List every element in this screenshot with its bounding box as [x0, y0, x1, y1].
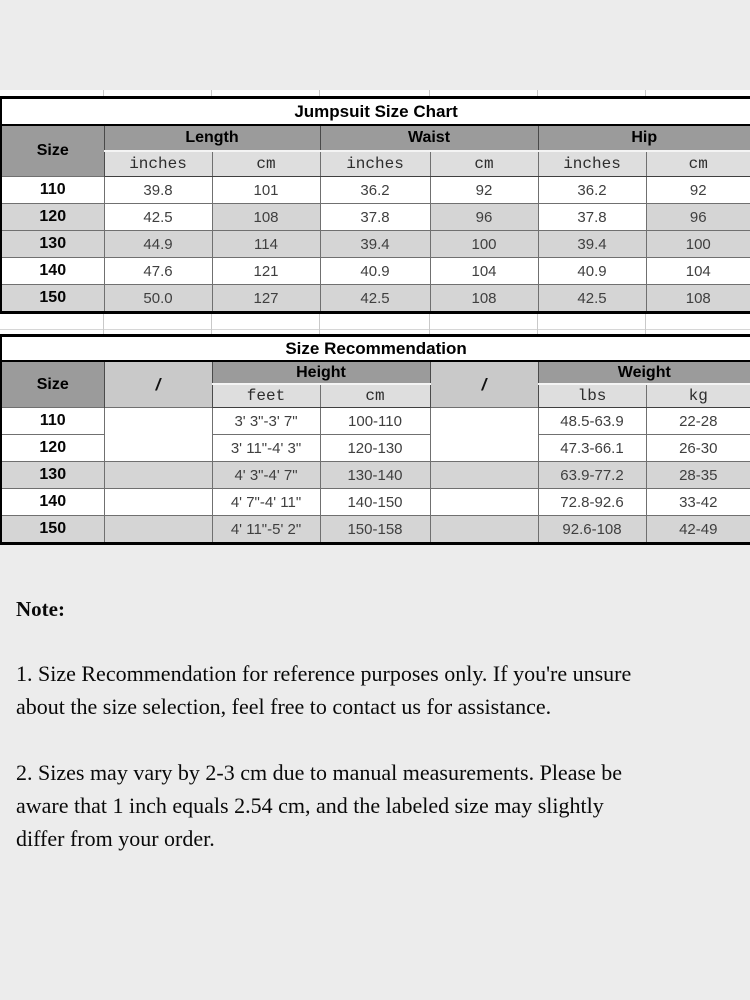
column-header-weight: Weight: [538, 361, 750, 384]
recommendation-title-row: [1, 336, 750, 362]
size-recommendation-table: [0, 334, 750, 545]
value-cell: 130-140: [320, 462, 430, 489]
spreadsheet-gridline-strip-middle: [0, 314, 750, 334]
subheader-height-cm: cm: [320, 384, 430, 408]
subheader-length-cm: cm: [212, 151, 320, 177]
jumpsuit-size-chart-table: [0, 96, 750, 314]
value-cell: 47.6: [104, 258, 212, 285]
value-cell: 42.5: [104, 204, 212, 231]
value-cell: 104: [646, 258, 750, 285]
size-cell: 120: [1, 435, 104, 462]
value-cell: 100: [430, 231, 538, 258]
value-cell: 72.8-92.6: [538, 489, 646, 516]
empty-slash-cell: [430, 435, 538, 462]
value-cell: 63.9-77.2: [538, 462, 646, 489]
note-section: [0, 597, 750, 855]
value-cell: 92: [646, 177, 750, 204]
table-row-size-120: [1, 204, 750, 231]
value-cell: 36.2: [320, 177, 430, 204]
empty-slash-cell: [104, 408, 212, 435]
empty-slash-cell: [104, 462, 212, 489]
top-margin: [0, 0, 750, 90]
table-row-size-140: [1, 258, 750, 285]
value-cell: 47.3-66.1: [538, 435, 646, 462]
empty-slash-cell: [104, 489, 212, 516]
value-cell: 100-110: [320, 408, 430, 435]
size-cell: 140: [1, 258, 104, 285]
value-cell: 36.2: [538, 177, 646, 204]
value-cell: 40.9: [320, 258, 430, 285]
size-cell: 110: [1, 177, 104, 204]
size-chart-unit-header-row: [1, 151, 750, 177]
note-heading: Note:: [16, 597, 65, 621]
size-chart-group-header-row: [1, 125, 750, 151]
size-cell: 130: [1, 462, 104, 489]
column-header-height: Height: [212, 361, 430, 384]
table-row-size-130: [1, 462, 750, 489]
value-cell: 121: [212, 258, 320, 285]
value-cell: 44.9: [104, 231, 212, 258]
value-cell: 26-30: [646, 435, 750, 462]
slash-placeholder-header: /: [430, 361, 538, 408]
empty-slash-cell: [430, 489, 538, 516]
table-row-size-150: [1, 516, 750, 544]
subheader-waist-cm: cm: [430, 151, 538, 177]
value-cell: 100: [646, 231, 750, 258]
value-cell: 101: [212, 177, 320, 204]
value-cell: 3' 3"-3' 7": [212, 408, 320, 435]
empty-slash-cell: [430, 516, 538, 544]
slash-placeholder-header: /: [104, 361, 212, 408]
value-cell: 108: [430, 285, 538, 313]
table-row-size-140: [1, 489, 750, 516]
empty-slash-cell: [104, 435, 212, 462]
value-cell: 39.4: [538, 231, 646, 258]
column-header-size: Size: [1, 361, 104, 408]
subheader-weight-lbs: lbs: [538, 384, 646, 408]
empty-slash-cell: [104, 516, 212, 544]
value-cell: 42-49: [646, 516, 750, 544]
value-cell: 39.4: [320, 231, 430, 258]
note-paragraph-2: [16, 756, 750, 855]
value-cell: 92: [430, 177, 538, 204]
size-chart-title-row: [1, 98, 750, 126]
value-cell: 33-42: [646, 489, 750, 516]
note-line: about the size selection, feel free to contact us for assistance.: [16, 694, 552, 719]
size-cell: 140: [1, 489, 104, 516]
size-cell: 150: [1, 516, 104, 544]
recommendation-group-header-row: [1, 361, 750, 384]
empty-slash-cell: [430, 462, 538, 489]
value-cell: 104: [430, 258, 538, 285]
subheader-weight-kg: kg: [646, 384, 750, 408]
value-cell: 48.5-63.9: [538, 408, 646, 435]
column-header-length: Length: [104, 125, 320, 151]
note-paragraph-1: [16, 657, 750, 723]
value-cell: 127: [212, 285, 320, 313]
value-cell: 96: [646, 204, 750, 231]
value-cell: 4' 11"-5' 2": [212, 516, 320, 544]
subheader-hip-inches: inches: [538, 151, 646, 177]
value-cell: 37.8: [538, 204, 646, 231]
subheader-height-feet: feet: [212, 384, 320, 408]
table-row-size-120: [1, 435, 750, 462]
size-chart-title: Jumpsuit Size Chart: [1, 98, 750, 126]
value-cell: 40.9: [538, 258, 646, 285]
value-cell: 22-28: [646, 408, 750, 435]
note-line: 1. Size Recommendation for reference purposes only. If you're unsure: [16, 661, 632, 686]
recommendation-title: Size Recommendation: [1, 336, 750, 362]
size-cell: 120: [1, 204, 104, 231]
value-cell: 120-130: [320, 435, 430, 462]
value-cell: 96: [430, 204, 538, 231]
value-cell: 114: [212, 231, 320, 258]
note-line: 2. Sizes may vary by 2-3 cm due to manual measurements. Please be: [16, 760, 623, 785]
subheader-waist-inches: inches: [320, 151, 430, 177]
value-cell: 4' 7"-4' 11": [212, 489, 320, 516]
empty-slash-cell: [430, 408, 538, 435]
value-cell: 108: [646, 285, 750, 313]
table-row-size-110: [1, 177, 750, 204]
subheader-length-inches: inches: [104, 151, 212, 177]
value-cell: 150-158: [320, 516, 430, 544]
value-cell: 39.8: [104, 177, 212, 204]
column-header-hip: Hip: [538, 125, 750, 151]
table-row-size-130: [1, 231, 750, 258]
value-cell: 4' 3"-4' 7": [212, 462, 320, 489]
value-cell: 3' 11"-4' 3": [212, 435, 320, 462]
value-cell: 108: [212, 204, 320, 231]
size-cell: 150: [1, 285, 104, 313]
table-row-size-150: [1, 285, 750, 313]
value-cell: 140-150: [320, 489, 430, 516]
table-row-size-110: [1, 408, 750, 435]
size-cell: 110: [1, 408, 104, 435]
value-cell: 37.8: [320, 204, 430, 231]
value-cell: 28-35: [646, 462, 750, 489]
note-line: differ from your order.: [16, 826, 215, 851]
value-cell: 42.5: [538, 285, 646, 313]
value-cell: 50.0: [104, 285, 212, 313]
value-cell: 42.5: [320, 285, 430, 313]
column-header-waist: Waist: [320, 125, 538, 151]
note-line: aware that 1 inch equals 2.54 cm, and the labeled size may slightly: [16, 793, 604, 818]
size-cell: 130: [1, 231, 104, 258]
subheader-hip-cm: cm: [646, 151, 750, 177]
column-header-size: Size: [1, 125, 104, 177]
value-cell: 92.6-108: [538, 516, 646, 544]
